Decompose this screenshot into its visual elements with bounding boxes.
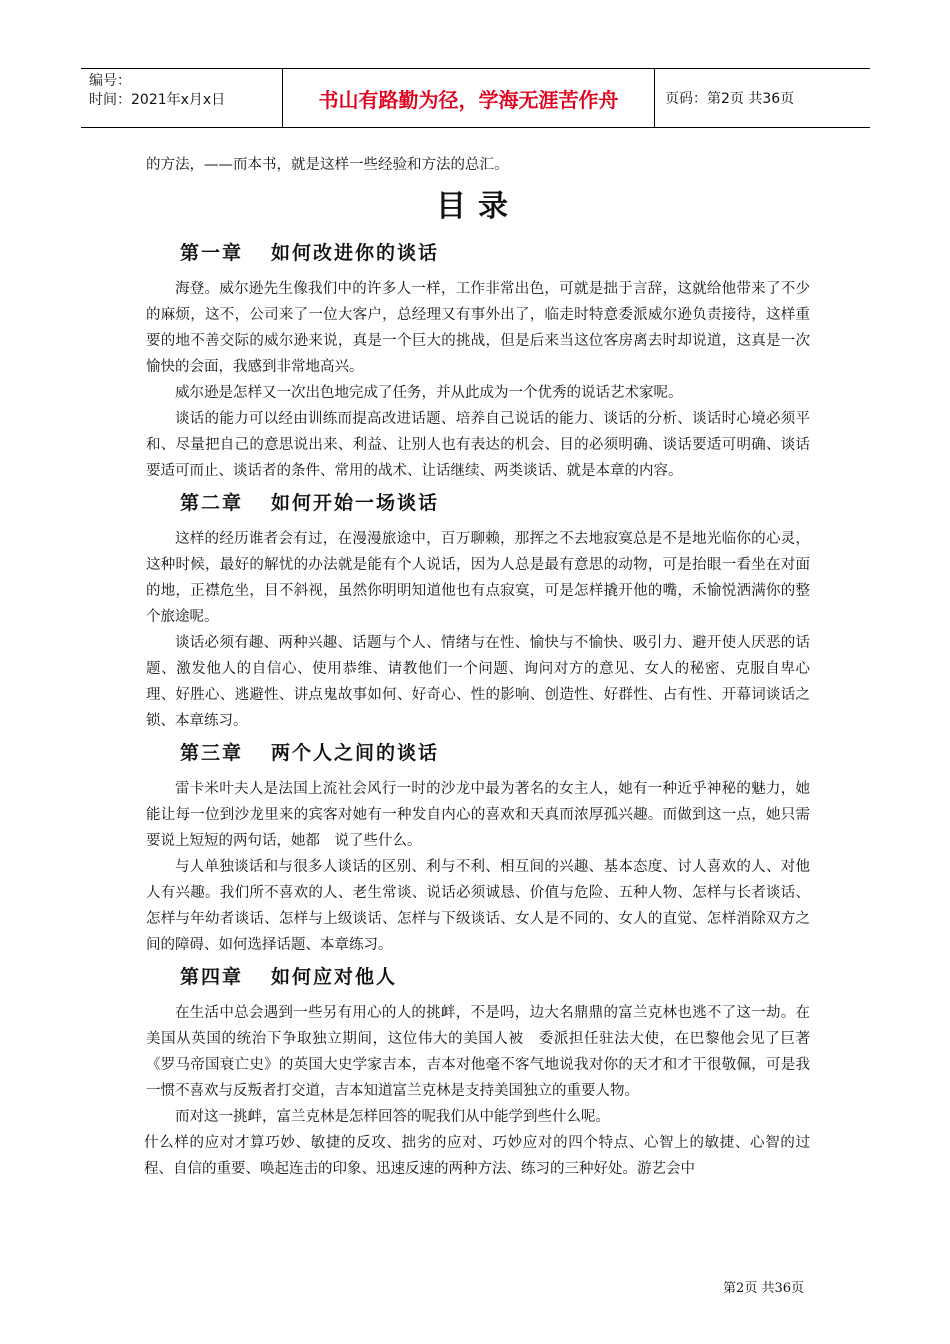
chapter-title: 如何开始一场谈话 bbox=[271, 492, 440, 514]
intro-line: 的方法，——而本书，就是这样一些经验和方法的总汇。 bbox=[146, 157, 509, 173]
chapter-heading bbox=[180, 738, 810, 768]
chapter-paragraph: 在生活中总会遇到一些另有用心的人的挑衅，不是吗，边大名鼎鼎的富兰克林也逃不了这一劫。在美国从英国的统治下争取独立期间，这位伟大的美国人被 委派担任驻法大使，在巴黎他会见了巨著《罗马帝国衰亡史》的英国大史学家吉本，吉本对他毫不客气地说我对你的天才和才干很敬佩，可是我一惯不喜欢与反叛者打交道，吉本知道富兰克林是支持美国独立的重要人物。 bbox=[146, 1005, 810, 1099]
header-page-info: 页码：第2页 共36页 bbox=[665, 91, 795, 107]
chapter-3 bbox=[146, 738, 810, 958]
chapter-heading bbox=[180, 488, 810, 518]
page-header bbox=[81, 68, 870, 128]
chapter-title: 如何改进你的谈话 bbox=[271, 242, 440, 264]
chapter-paragraph: 谈话的能力可以经由训练而提高改进话题、培养自己说话的能力、谈话的分析、谈话时心境必须平和、尽量把自己的意思说出来、利益、让别人也有表达的机会、目的必须明确、谈话要适可明确、谈话要适可而止、谈话者的条件、常用的战术、让话继续、两类谈话、就是本章的内容。 bbox=[146, 411, 810, 479]
chapter-paragraph: 这样的经历谁者会有过，在漫漫旅途中，百万聊赖，那挥之不去地寂寞总是不是地光临你的心灵，这种时候，最好的解忧的办法就是能有个人说话，因为人总是最有意思的动物，可是抬眼一看坐在对面的地，正襟危坐，目不斜视，虽然你明明知道他也有点寂寞，可是怎样撬开他的嘴，禾愉悦洒满你的整个旅途呢。 bbox=[146, 531, 810, 625]
chapter-heading bbox=[180, 962, 810, 992]
chapter-heading bbox=[180, 238, 810, 268]
chapter-title: 两个人之间的谈话 bbox=[271, 742, 440, 764]
chapter-paragraph: 什么样的应对才算巧妙、敏捷的反攻、拙劣的应对、巧妙应对的四个特点、心智上的敏捷、心智的过程、自信的重要、唤起连击的印象、迅速反速的两种方法、练习的三种好处。游艺会中 bbox=[144, 1135, 810, 1177]
header-time: 时间：2021年x月x日 bbox=[89, 92, 226, 108]
chapter-paragraph: 威尔逊是怎样又一次出色地完成了任务，并从此成为一个优秀的说话艺术家呢。 bbox=[175, 385, 683, 401]
chapter-number: 第一章 bbox=[180, 242, 244, 264]
chapter-paragraph: 海登。威尔逊先生像我们中的许多人一样，工作非常出色，可就是拙于言辞，这就给他带来了不少的麻烦，这不，公司来了一位大客户，总经理又有事外出了，临走时特意委派威尔逊负责接待，这样重要的地不善交际的威尔逊来说，真是一个巨大的挑战，但是后来当这位客房离去时却说道，这真是一次愉快的会面，我感到非常地高兴。 bbox=[146, 281, 810, 375]
chapter-paragraph: 谈话必须有趣、两种兴趣、话题与个人、情绪与在性、愉快与不愉快、吸引力、避开使人厌恶的话题、激发他人的自信心、使用恭维、请教他们一个问题、询问对方的意见、女人的秘密、克服自卑心理、好胜心、逃避性、讲点鬼故事如何、好奇心、性的影响、创造性、好群性、占有性、开幕词谈话之锁、本章练习。 bbox=[146, 635, 810, 729]
chapter-title: 如何应对他人 bbox=[271, 966, 398, 988]
document-body bbox=[146, 152, 810, 1182]
chapter-1 bbox=[146, 238, 810, 484]
toc-title: 目录 bbox=[436, 189, 520, 224]
page-footer: 第2页 共36页 bbox=[723, 1281, 804, 1296]
chapter-paragraph: 雷卡米叶夫人是法国上流社会风行一时的沙龙中最为著名的女主人，她有一种近乎神秘的魅力，她能让每一位到沙龙里来的宾客对她有一种发自内心的喜欢和天真而浓厚孤兴趣。而做到这一点，她只需要说上短短的两句话，她都 说了些什么。 bbox=[146, 781, 810, 849]
chapter-number: 第二章 bbox=[180, 492, 244, 514]
chapter-paragraph: 与人单独谈话和与很多人谈话的区别、利与不利、相互间的兴趣、基本态度、讨人喜欢的人、对他人有兴趣。我们所不喜欢的人、老生常谈、说话必须诚恳、价值与危险、五种人物、怎样与长者谈话、怎样与年幼者谈话、怎样与上级谈话、怎样与下级谈话、女人是不同的、女人的直觉、怎样消除双方之间的障碍、如何选择话题、本章练习。 bbox=[146, 859, 810, 953]
header-number: 编号： bbox=[89, 73, 131, 89]
chapter-paragraph: 而对这一挑衅，富兰克林是怎样回答的呢我们从中能学到些什么呢。 bbox=[175, 1109, 610, 1125]
chapter-4 bbox=[146, 962, 810, 1182]
header-meta bbox=[81, 69, 283, 127]
chapter-number: 第四章 bbox=[180, 966, 244, 988]
chapter-2 bbox=[146, 488, 810, 734]
chapter-number: 第三章 bbox=[180, 742, 244, 764]
header-motto: 书山有路勤为径，学海无涯苦作舟 bbox=[283, 69, 655, 127]
